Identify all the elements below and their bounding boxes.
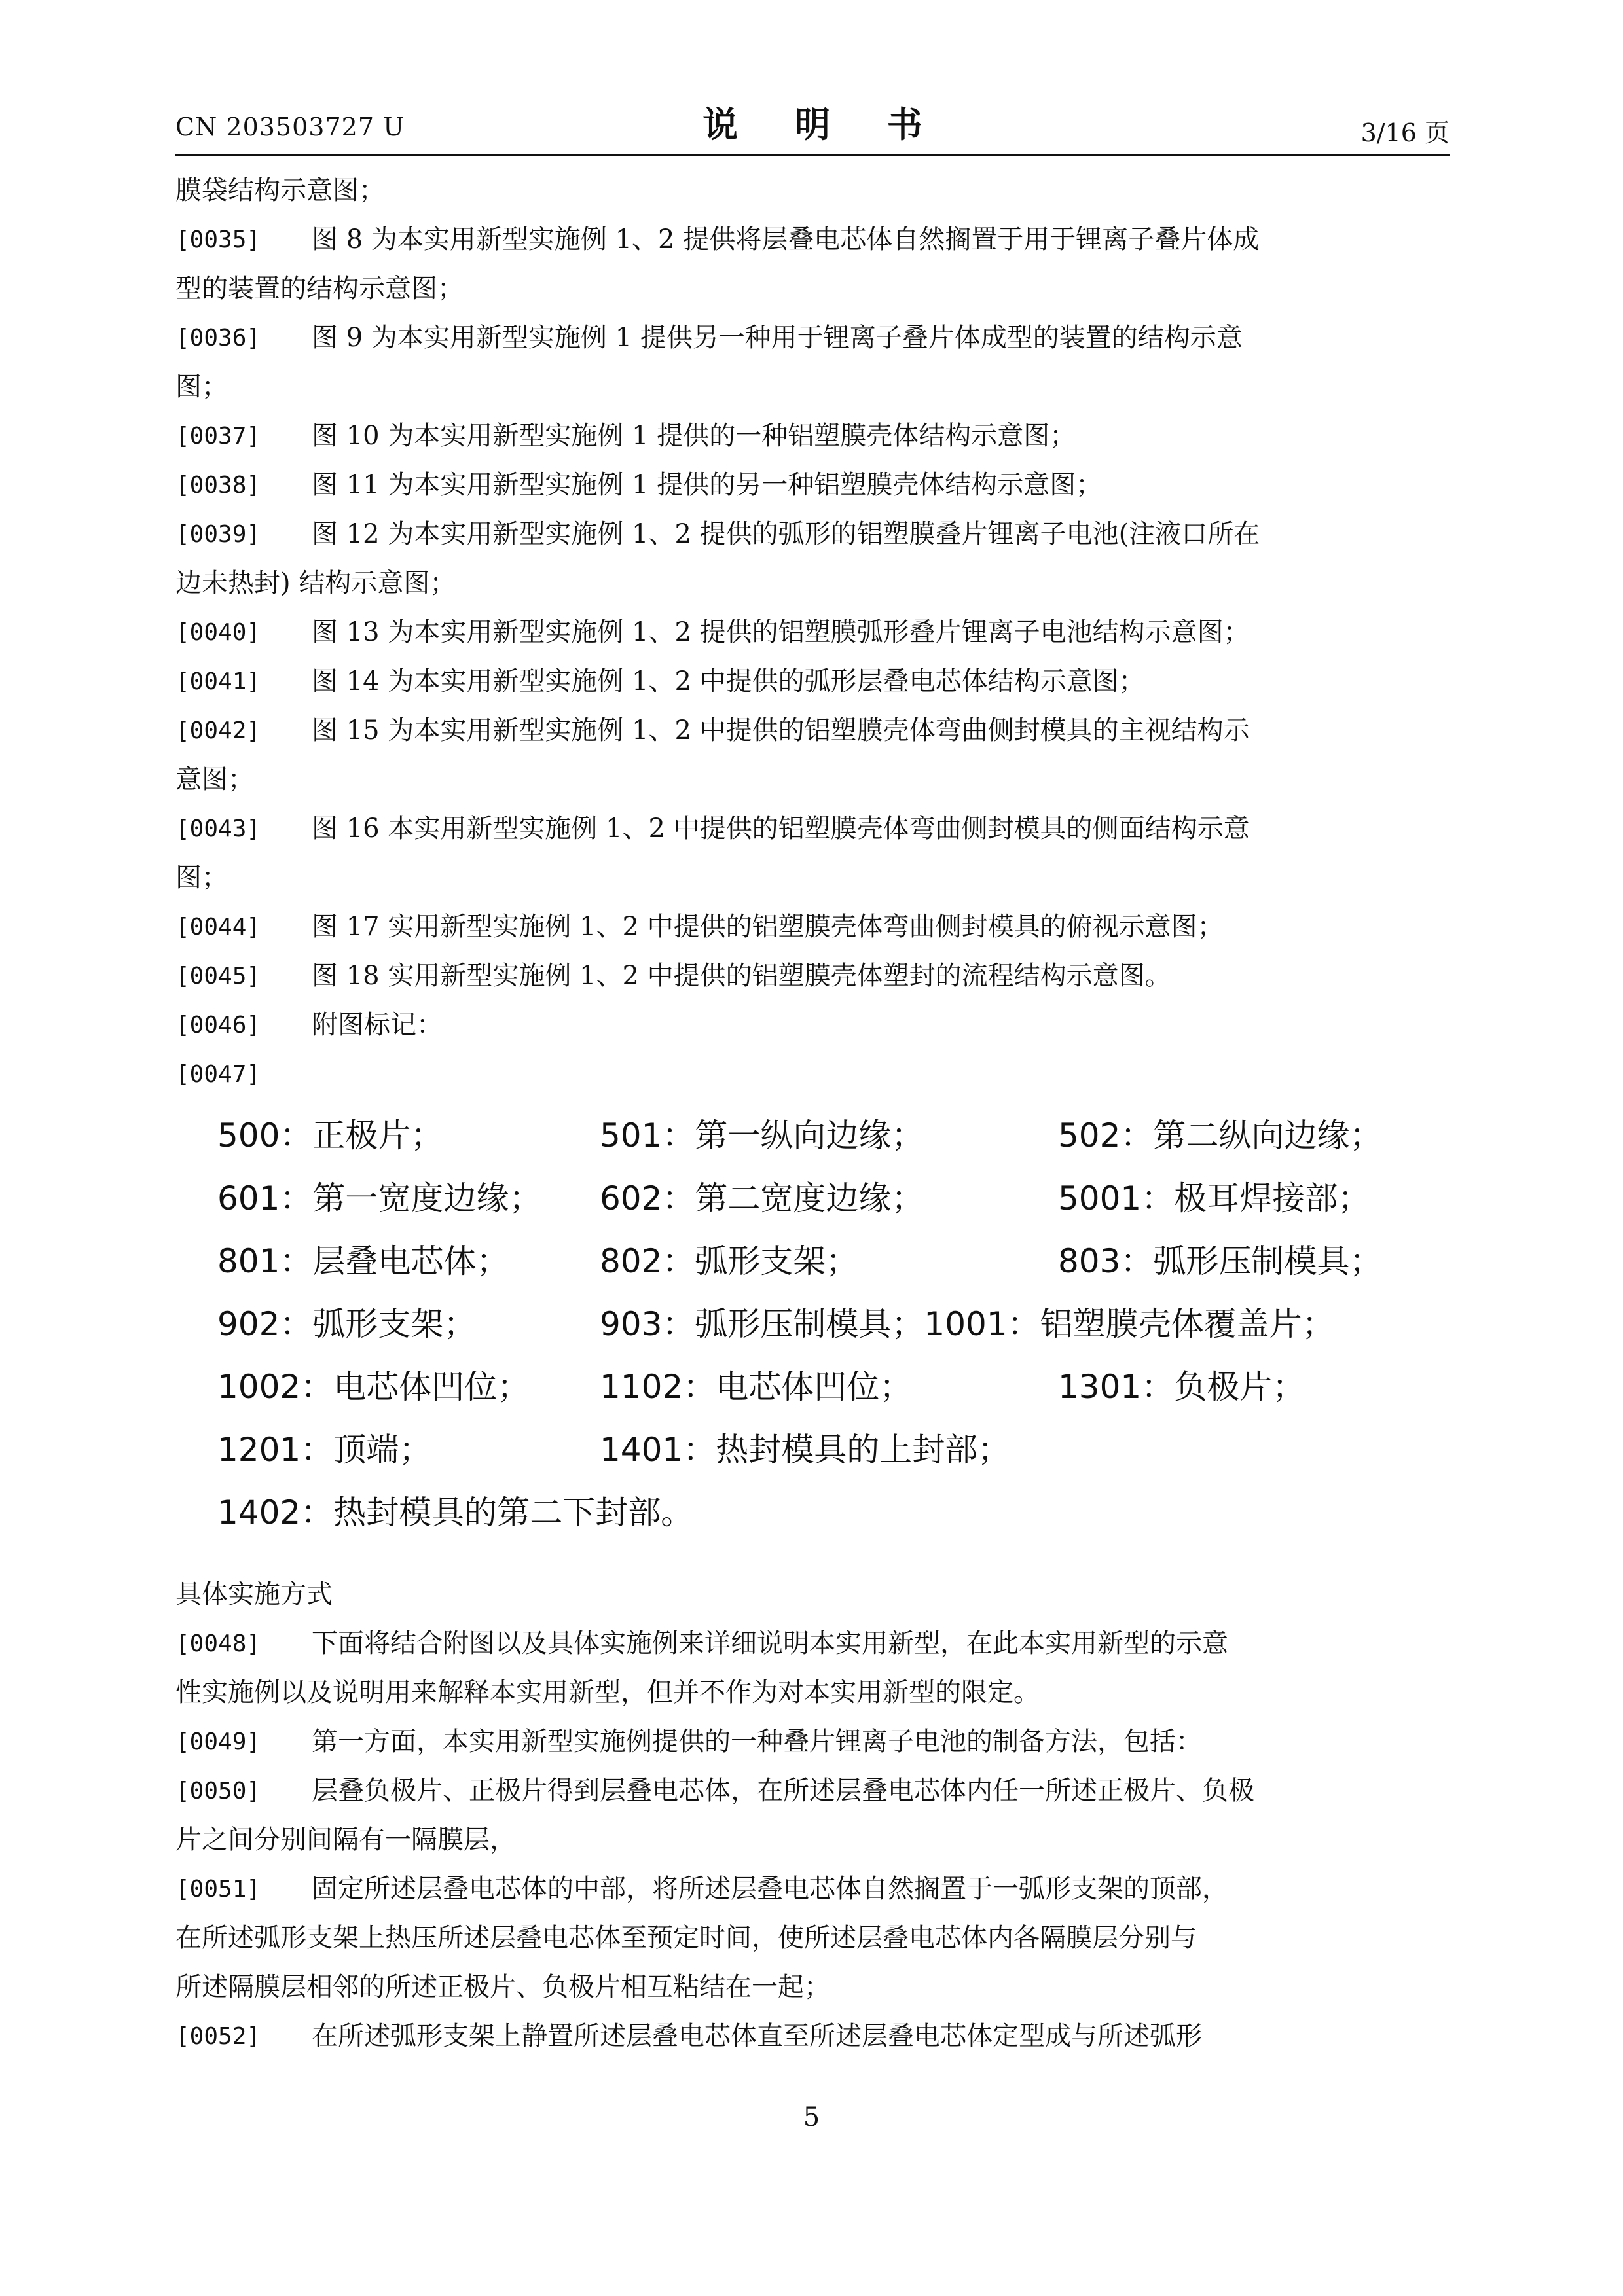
paragraph-line [175,903,1450,952]
paragraph-text: 图 9 为本实用新型实施例 1 提供另一种用于锂离子叠片体成型的装置的结构示意 [312,323,1243,353]
paragraph-text: 图 18 实用新型实施例 1、2 中提供的铝塑膜壳体塑封的流程结构示意图。 [312,961,1171,991]
legend-entry: 1002：电芯体凹位； [217,1368,530,1406]
paragraph-text: 图 10 为本实用新型实施例 1 提供的一种铝塑膜壳体结构示意图； [312,421,1076,451]
paragraph-line [175,755,1450,804]
paragraph-line [175,1619,1450,1668]
legend-entry: 1301：负极片； [1058,1368,1305,1406]
paragraph-text: 型的装置的结构示意图； [175,274,464,304]
paragraph-list [175,215,1450,1099]
legend-entry [1058,1418,1425,1481]
continued-text-line: 膜袋结构示意图； [175,175,385,206]
paragraph-line [175,952,1450,1001]
paragraph-number: [0038] [175,472,261,499]
paragraph-line [175,215,1450,264]
paragraph-line [175,657,1450,706]
paragraph-text: 片之间分别间隔有一隔膜层， [175,1825,516,1855]
paragraph-text: 在所述弧形支架上热压所述层叠电芯体至预定时间，使所述层叠电芯体内各隔膜层分别与 [175,1923,1197,1953]
paragraph-line [175,1668,1450,1717]
document-title: 说 明 书 [702,104,945,145]
paragraph-number: [0043] [175,816,261,842]
paragraph-number: [0044] [175,914,261,941]
section-title: 具体实施方式 [175,1579,333,1609]
page-number: 5 [803,2102,820,2132]
paragraph-text: 图； [175,863,228,893]
paragraph-text: 层叠负极片、正极片得到层叠电芯体，在所述层叠电芯体内任一所述正极片、负极 [312,1776,1254,1806]
paragraph-text: 图 13 为本实用新型实施例 1、2 提供的铝塑膜弧形叠片锂离子电池结构示意图； [312,617,1250,647]
page-header [175,93,1450,153]
paragraph-number: [0050] [175,1778,261,1804]
legend-entry: 602：第二宽度边缘； [600,1179,924,1217]
paragraph-text: 图 15 为本实用新型实施例 1、2 中提供的铝塑膜壳体弯曲侧封模具的主视结构示 [312,715,1250,745]
paragraph-line [175,510,1450,559]
legend-row [217,1355,1450,1418]
paragraph-text: 意图； [175,764,254,795]
legend-entry [1058,1481,1425,1544]
paragraph-list-2 [175,1619,1450,2061]
legend-entry: 501：第一纵向边缘； [600,1117,924,1155]
legend-row [217,1104,1450,1167]
paragraph-line [175,706,1450,755]
legend-row [217,1481,1450,1544]
legend-entry: 1102：电芯体凹位； [600,1368,913,1406]
document-number: CN 203503727 U [175,113,405,141]
paragraph-number: [0037] [175,423,261,450]
legend-entry: 1401：热封模具的上封部； [600,1431,1011,1469]
legend-entry: 801：层叠电芯体； [217,1242,509,1280]
paragraph-line [175,853,1450,903]
paragraph-text: 图 11 为本实用新型实施例 1 提供的另一种铝塑膜壳体结构示意图； [312,470,1103,500]
paragraph-number: [0035] [175,226,261,253]
legend-entry: 803：弧形压制模具； [1058,1242,1383,1280]
paragraph-text: 第一方面，本实用新型实施例提供的一种叠片锂离子电池的制备方法，包括： [312,1727,1202,1757]
legend-entry: 1201：顶端； [217,1431,432,1469]
paragraph-line [175,1914,1450,1963]
paragraph-number: [0051] [175,1876,261,1903]
reference-legend [217,1104,1450,1544]
legend-entry: 802：弧形支架； [600,1242,859,1280]
paragraph-text: 性实施例以及说明用来解释本实用新型，但并不作为对本实用新型的限定。 [175,1677,1040,1708]
document-body [175,166,1450,2061]
paragraph-number: [0042] [175,717,261,744]
paragraph-line [175,559,1450,608]
paragraph-text: 图； [175,372,228,402]
legend-entry: 601：第一宽度边缘； [217,1179,542,1217]
paragraph-number: [0049] [175,1729,261,1755]
paragraph-line [175,412,1450,461]
paragraph-line [175,1717,1450,1767]
legend-row [217,1167,1450,1230]
paragraph-line [175,363,1450,412]
legend-entry: 500：正极片； [217,1117,444,1155]
paragraph-line [175,608,1450,657]
legend-entry: 5001：极耳焊接部； [1058,1179,1371,1217]
paragraph-text: 图 8 为本实用新型实施例 1、2 提供将层叠电芯体自然搁置于用于锂离子叠片体成 [312,224,1260,255]
paragraph-text: 图 14 为本实用新型实施例 1、2 中提供的弧形层叠电芯体结构示意图； [312,666,1145,696]
paragraph-line [175,1767,1450,1816]
paragraph-text: 图 12 为本实用新型实施例 1、2 提供的弧形的铝塑膜叠片锂离子电池(注液口所在 [312,519,1260,549]
paragraph-number: [0046] [175,1012,261,1039]
paragraph-number: [0052] [175,2023,261,2050]
paragraph-text: 在所述弧形支架上静置所述层叠电芯体直至所述层叠电芯体定型成与所述弧形 [312,2021,1202,2051]
paragraph-number: [0039] [175,521,261,548]
paragraph-text [312,1050,1450,1099]
paragraph-line [175,1816,1450,1865]
paragraph-number: [0045] [175,963,261,990]
paragraph-text: 边未热封) 结构示意图； [175,568,456,598]
paragraph-line [175,1050,1450,1099]
legend-entry [1058,1293,1425,1355]
legend-entry [600,1481,1058,1544]
paragraph-line [175,804,1450,853]
paragraph-line [175,264,1450,314]
page-count: 3/16 页 [1360,118,1450,147]
paragraph-line [175,314,1450,363]
legend-entry: 502：第二纵向边缘； [1058,1117,1383,1155]
paragraph-number: [0041] [175,668,261,695]
paragraph-line [175,1865,1450,1914]
paragraph-number: [0047] [175,1061,261,1088]
paragraph-text: 图 16 本实用新型实施例 1、2 中提供的铝塑膜壳体弯曲侧封模具的侧面结构示意 [312,814,1250,844]
header-divider [175,154,1450,156]
paragraph-text: 固定所述层叠电芯体的中部，将所述层叠电芯体自然搁置于一弧形支架的顶部， [312,1874,1228,1904]
paragraph-line [175,1001,1450,1050]
paragraph-line [175,461,1450,510]
legend-row [217,1293,1450,1355]
legend-row [217,1418,1450,1481]
paragraph-text: 下面将结合附图以及具体实施例来详细说明本实用新型，在此本实用新型的示意 [312,1628,1228,1659]
paragraph-number: [0036] [175,325,261,351]
paragraph-number: [0040] [175,619,261,646]
legend-entry: 1402：热封模具的第二下封部。 [217,1494,694,1532]
paragraph-text: 图 17 实用新型实施例 1、2 中提供的铝塑膜壳体弯曲侧封模具的俯视示意图； [312,912,1224,942]
paragraph-line [175,2012,1450,2061]
paragraph-number: [0048] [175,1630,261,1657]
legend-entry: 902：弧形支架； [217,1305,477,1343]
legend-row [217,1230,1450,1293]
paragraph-line [175,1963,1450,2012]
legend-entry: 903：弧形压制模具；1001：铝塑膜壳体覆盖片； [600,1305,1335,1343]
paragraph-text: 附图标记： [312,1010,443,1040]
paragraph-text: 所述隔膜层相邻的所述正极片、负极片相互粘结在一起； [175,1972,830,2002]
